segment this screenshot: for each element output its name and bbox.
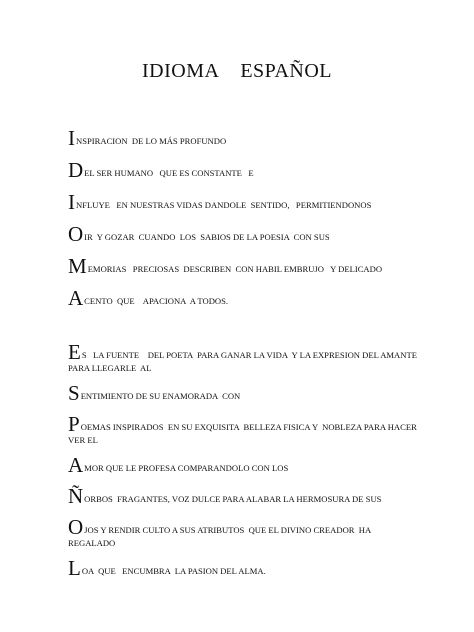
verse-initial: E xyxy=(68,340,81,364)
verse-line xyxy=(68,383,418,404)
verse-line xyxy=(68,342,418,373)
verse-initial: A xyxy=(68,286,84,310)
verse-initial: S xyxy=(68,381,80,405)
verse-initial: Ñ xyxy=(68,484,84,508)
verse-initial: I xyxy=(68,190,75,214)
verse-text: NSPIRACION DE LO MÁS PROFUNDO xyxy=(76,136,227,146)
verse-initial: O xyxy=(68,515,84,539)
verse-text: IR Y GOZAR CUANDO LOS SABIOS DE LA POESIA CON SUS xyxy=(84,232,330,242)
verse-line xyxy=(68,558,418,579)
verse-line xyxy=(68,455,418,476)
verse-text: MOR QUE LE PROFESA COMPARANDOLO CON LOS xyxy=(84,463,289,473)
verse-text: EL SER HUMANO QUE ES CONSTANTE E xyxy=(84,168,254,178)
verse-initial: P xyxy=(68,412,80,436)
verse-initial: M xyxy=(68,254,87,278)
verse-line xyxy=(68,128,418,149)
verse-text: NFLUYE EN NUESTRAS VIDAS DANDOLE SENTIDO, PERMITIENDONOS xyxy=(76,200,372,210)
verse-text: ENTIMIENTO DE SU ENAMORADA CON xyxy=(80,391,241,401)
acrostic-idioma xyxy=(68,128,418,320)
acrostic-espanol xyxy=(68,342,418,589)
verse-line xyxy=(68,486,418,507)
verse-text: EMORIAS PRECIOSAS DESCRIBEN CON HABIL EMBRUJO Y DELICADO xyxy=(87,264,383,274)
page-title: IDIOMA ESPAÑOL xyxy=(141,60,332,82)
verse-initial: D xyxy=(68,158,84,182)
verse-text: JOS Y RENDIR CULTO A SUS ATRIBUTOS QUE EL DIVINO CREADOR HA REGALADO xyxy=(68,525,373,548)
verse-line xyxy=(68,288,418,309)
verse-line xyxy=(68,414,418,445)
verse-line xyxy=(68,256,418,277)
verse-text: S LA FUENTE DEL POETA PARA GANAR LA VIDA Y LA EXPRESION DEL AMANTE PARA LLEGARLE AL xyxy=(68,350,420,373)
verse-initial: L xyxy=(68,556,81,580)
verse-line xyxy=(68,224,418,245)
verse-line xyxy=(68,160,418,181)
verse-line xyxy=(68,192,418,213)
verse-text: OA QUE ENCUMBRA LA PASION DEL ALMA. xyxy=(81,566,266,576)
verse-initial: I xyxy=(68,126,75,150)
verse-initial: A xyxy=(68,453,84,477)
verse-text: CENTO QUE APACIONA A TODOS. xyxy=(84,296,229,306)
verse-line xyxy=(68,517,418,548)
verse-text: ORBOS FRAGANTES, VOZ DULCE PARA ALABAR LA HERMOSURA DE SUS xyxy=(84,494,382,504)
verse-initial: O xyxy=(68,222,84,246)
verse-text: OEMAS INSPIRADOS EN SU EXQUISITA BELLEZA FISICA Y NOBLEZA PARA HACER VER EL xyxy=(68,422,419,445)
